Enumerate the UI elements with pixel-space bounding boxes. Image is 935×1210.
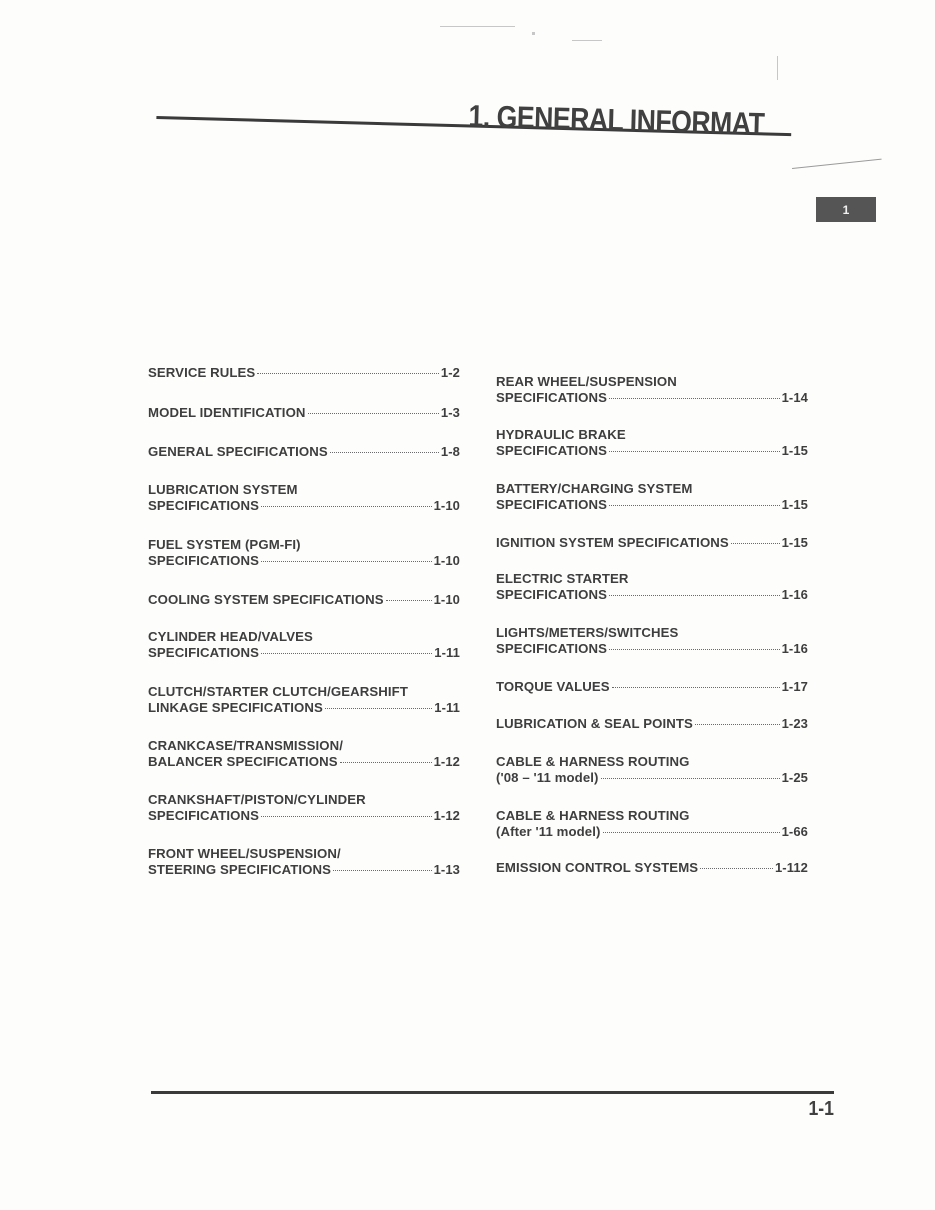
toc-label-line1: LUBRICATION SYSTEM	[148, 482, 298, 497]
toc-label: LINKAGE SPECIFICATIONS	[148, 700, 323, 715]
page-number: 1-1	[808, 1098, 834, 1120]
dot-leader	[330, 452, 439, 453]
toc-label: SPECIFICATIONS	[496, 587, 608, 602]
toc-page: 1-10	[433, 553, 460, 568]
toc-page: 1-16	[781, 641, 808, 656]
toc-label: SPECIFICATIONS	[148, 553, 260, 568]
toc-label-line1: HYDRAULIC BRAKE	[496, 427, 626, 442]
toc-label-line1: LIGHTS/METERS/SWITCHES	[496, 625, 679, 640]
toc-label: ('08 – '11 model)	[496, 770, 599, 785]
scan-artifact	[777, 56, 778, 80]
toc-page: 1-13	[433, 862, 460, 877]
toc-label-line1: CYLINDER HEAD/VALVES	[148, 629, 313, 644]
toc-label-line1: FRONT WHEEL/SUSPENSION/	[148, 846, 341, 861]
toc-page: 1-23	[781, 716, 808, 731]
toc-page: 1-15	[781, 535, 808, 550]
chapter-title-container	[468, 98, 791, 147]
toc-item-cable-harness-after-11[interactable]	[496, 808, 808, 840]
dot-leader	[333, 870, 432, 871]
dot-leader	[261, 816, 432, 817]
toc-page: 1-66	[781, 824, 808, 839]
chapter-tab[interactable]: 1	[816, 197, 876, 222]
toc-label-line1: CRANKSHAFT/PISTON/CYLINDER	[148, 792, 366, 807]
dot-leader	[609, 505, 780, 506]
toc-item-general-specifications[interactable]	[148, 444, 460, 460]
toc-label: SERVICE RULES	[148, 365, 256, 380]
dot-leader	[609, 451, 780, 452]
toc-label: SPECIFICATIONS	[148, 645, 260, 660]
toc-label-line1: CABLE & HARNESS ROUTING	[496, 754, 690, 769]
dot-leader	[325, 708, 432, 709]
dot-leader	[261, 653, 432, 654]
toc-label-line1: FUEL SYSTEM (PGM-FI)	[148, 537, 301, 552]
dot-leader	[609, 649, 780, 650]
toc-label: SPECIFICATIONS	[148, 498, 260, 513]
toc-item-electric-starter[interactable]	[496, 571, 808, 603]
dot-leader	[386, 600, 432, 601]
toc-item-cable-harness-08-11[interactable]	[496, 754, 808, 786]
toc-page: 1-2	[440, 365, 460, 380]
toc-item-lubrication-seal-points[interactable]	[496, 716, 808, 732]
toc-label: STEERING SPECIFICATIONS	[148, 862, 332, 877]
chapter-header	[155, 96, 797, 183]
dot-leader	[700, 868, 773, 869]
toc-label-line1: CABLE & HARNESS ROUTING	[496, 808, 690, 823]
toc-label: LUBRICATION & SEAL POINTS	[496, 716, 693, 731]
scan-artifact	[572, 40, 602, 41]
toc-page: 1-3	[440, 405, 460, 420]
toc-label-line1: CLUTCH/STARTER CLUTCH/GEARSHIFT	[148, 684, 408, 699]
toc-page: 1-15	[781, 497, 808, 512]
scan-artifact	[440, 26, 515, 27]
toc-page: 1-25	[781, 770, 808, 785]
dot-leader	[612, 687, 780, 688]
toc-label-line1: BATTERY/CHARGING SYSTEM	[496, 481, 693, 496]
dot-leader	[340, 762, 432, 763]
toc-page: 1-10	[433, 498, 460, 513]
dot-leader	[603, 832, 780, 833]
chapter-title: 1. GENERAL INFORMAT	[468, 98, 765, 142]
toc-item-fuel-system[interactable]	[148, 537, 460, 569]
toc-label: EMISSION CONTROL SYSTEMS	[496, 860, 699, 875]
toc-page: 1-11	[434, 700, 460, 715]
toc-label: SPECIFICATIONS	[496, 443, 608, 458]
toc-label: IGNITION SYSTEM SPECIFICATIONS	[496, 535, 729, 550]
dot-leader	[261, 506, 432, 507]
toc-item-clutch-gearshift[interactable]	[148, 684, 460, 716]
toc-page: 1-12	[433, 808, 460, 823]
header-side-rule	[792, 159, 882, 169]
toc-label-line1: ELECTRIC STARTER	[496, 571, 629, 586]
toc-page: 1-12	[433, 754, 460, 769]
toc-label: SPECIFICATIONS	[496, 390, 608, 405]
toc-page: 1-112	[774, 860, 808, 875]
toc-item-lights-meters-switches[interactable]	[496, 625, 808, 657]
toc-item-service-rules[interactable]	[148, 365, 460, 381]
toc-label: TORQUE VALUES	[496, 679, 610, 694]
toc-item-cooling-system[interactable]	[148, 592, 460, 608]
dot-leader	[609, 595, 780, 596]
toc-page: 1-17	[781, 679, 808, 694]
toc-item-front-wheel-suspension[interactable]	[148, 846, 460, 878]
toc-item-crankshaft-piston[interactable]	[148, 792, 460, 824]
toc-label: SPECIFICATIONS	[496, 641, 608, 656]
toc-label-line1: REAR WHEEL/SUSPENSION	[496, 374, 677, 389]
toc-page: 1-10	[433, 592, 460, 607]
toc-item-emission-control[interactable]	[496, 860, 808, 876]
dot-leader	[261, 561, 432, 562]
dot-leader	[731, 543, 780, 544]
toc-label: GENERAL SPECIFICATIONS	[148, 444, 328, 459]
footer-rule	[151, 1091, 834, 1094]
toc-label: SPECIFICATIONS	[148, 808, 260, 823]
dot-leader	[308, 413, 439, 414]
scan-artifact	[532, 32, 535, 35]
dot-leader	[609, 398, 780, 399]
toc-page: 1-14	[781, 390, 808, 405]
dot-leader	[257, 373, 439, 374]
toc-item-lubrication-system[interactable]	[148, 482, 460, 514]
toc-item-cylinder-head-valves[interactable]	[148, 629, 460, 661]
toc-label: COOLING SYSTEM SPECIFICATIONS	[148, 592, 384, 607]
toc-label: BALANCER SPECIFICATIONS	[148, 754, 338, 769]
toc-label-line1: CRANKCASE/TRANSMISSION/	[148, 738, 343, 753]
toc-label: (After '11 model)	[496, 824, 601, 839]
toc-item-rear-wheel-suspension[interactable]	[496, 374, 808, 406]
toc-item-hydraulic-brake[interactable]	[496, 427, 808, 459]
toc-page: 1-15	[781, 443, 808, 458]
toc-page: 1-16	[781, 587, 808, 602]
toc-label: SPECIFICATIONS	[496, 497, 608, 512]
toc-label: MODEL IDENTIFICATION	[148, 405, 306, 420]
toc-item-battery-charging[interactable]	[496, 481, 808, 513]
toc-item-ignition-system[interactable]	[496, 535, 808, 551]
toc-page: 1-11	[434, 645, 460, 660]
dot-leader	[601, 778, 780, 779]
toc-item-torque-values[interactable]	[496, 679, 808, 695]
dot-leader	[695, 724, 780, 725]
toc-item-crankcase-transmission[interactable]	[148, 738, 460, 770]
toc-page: 1-8	[440, 444, 460, 459]
toc-item-model-identification[interactable]	[148, 405, 460, 421]
